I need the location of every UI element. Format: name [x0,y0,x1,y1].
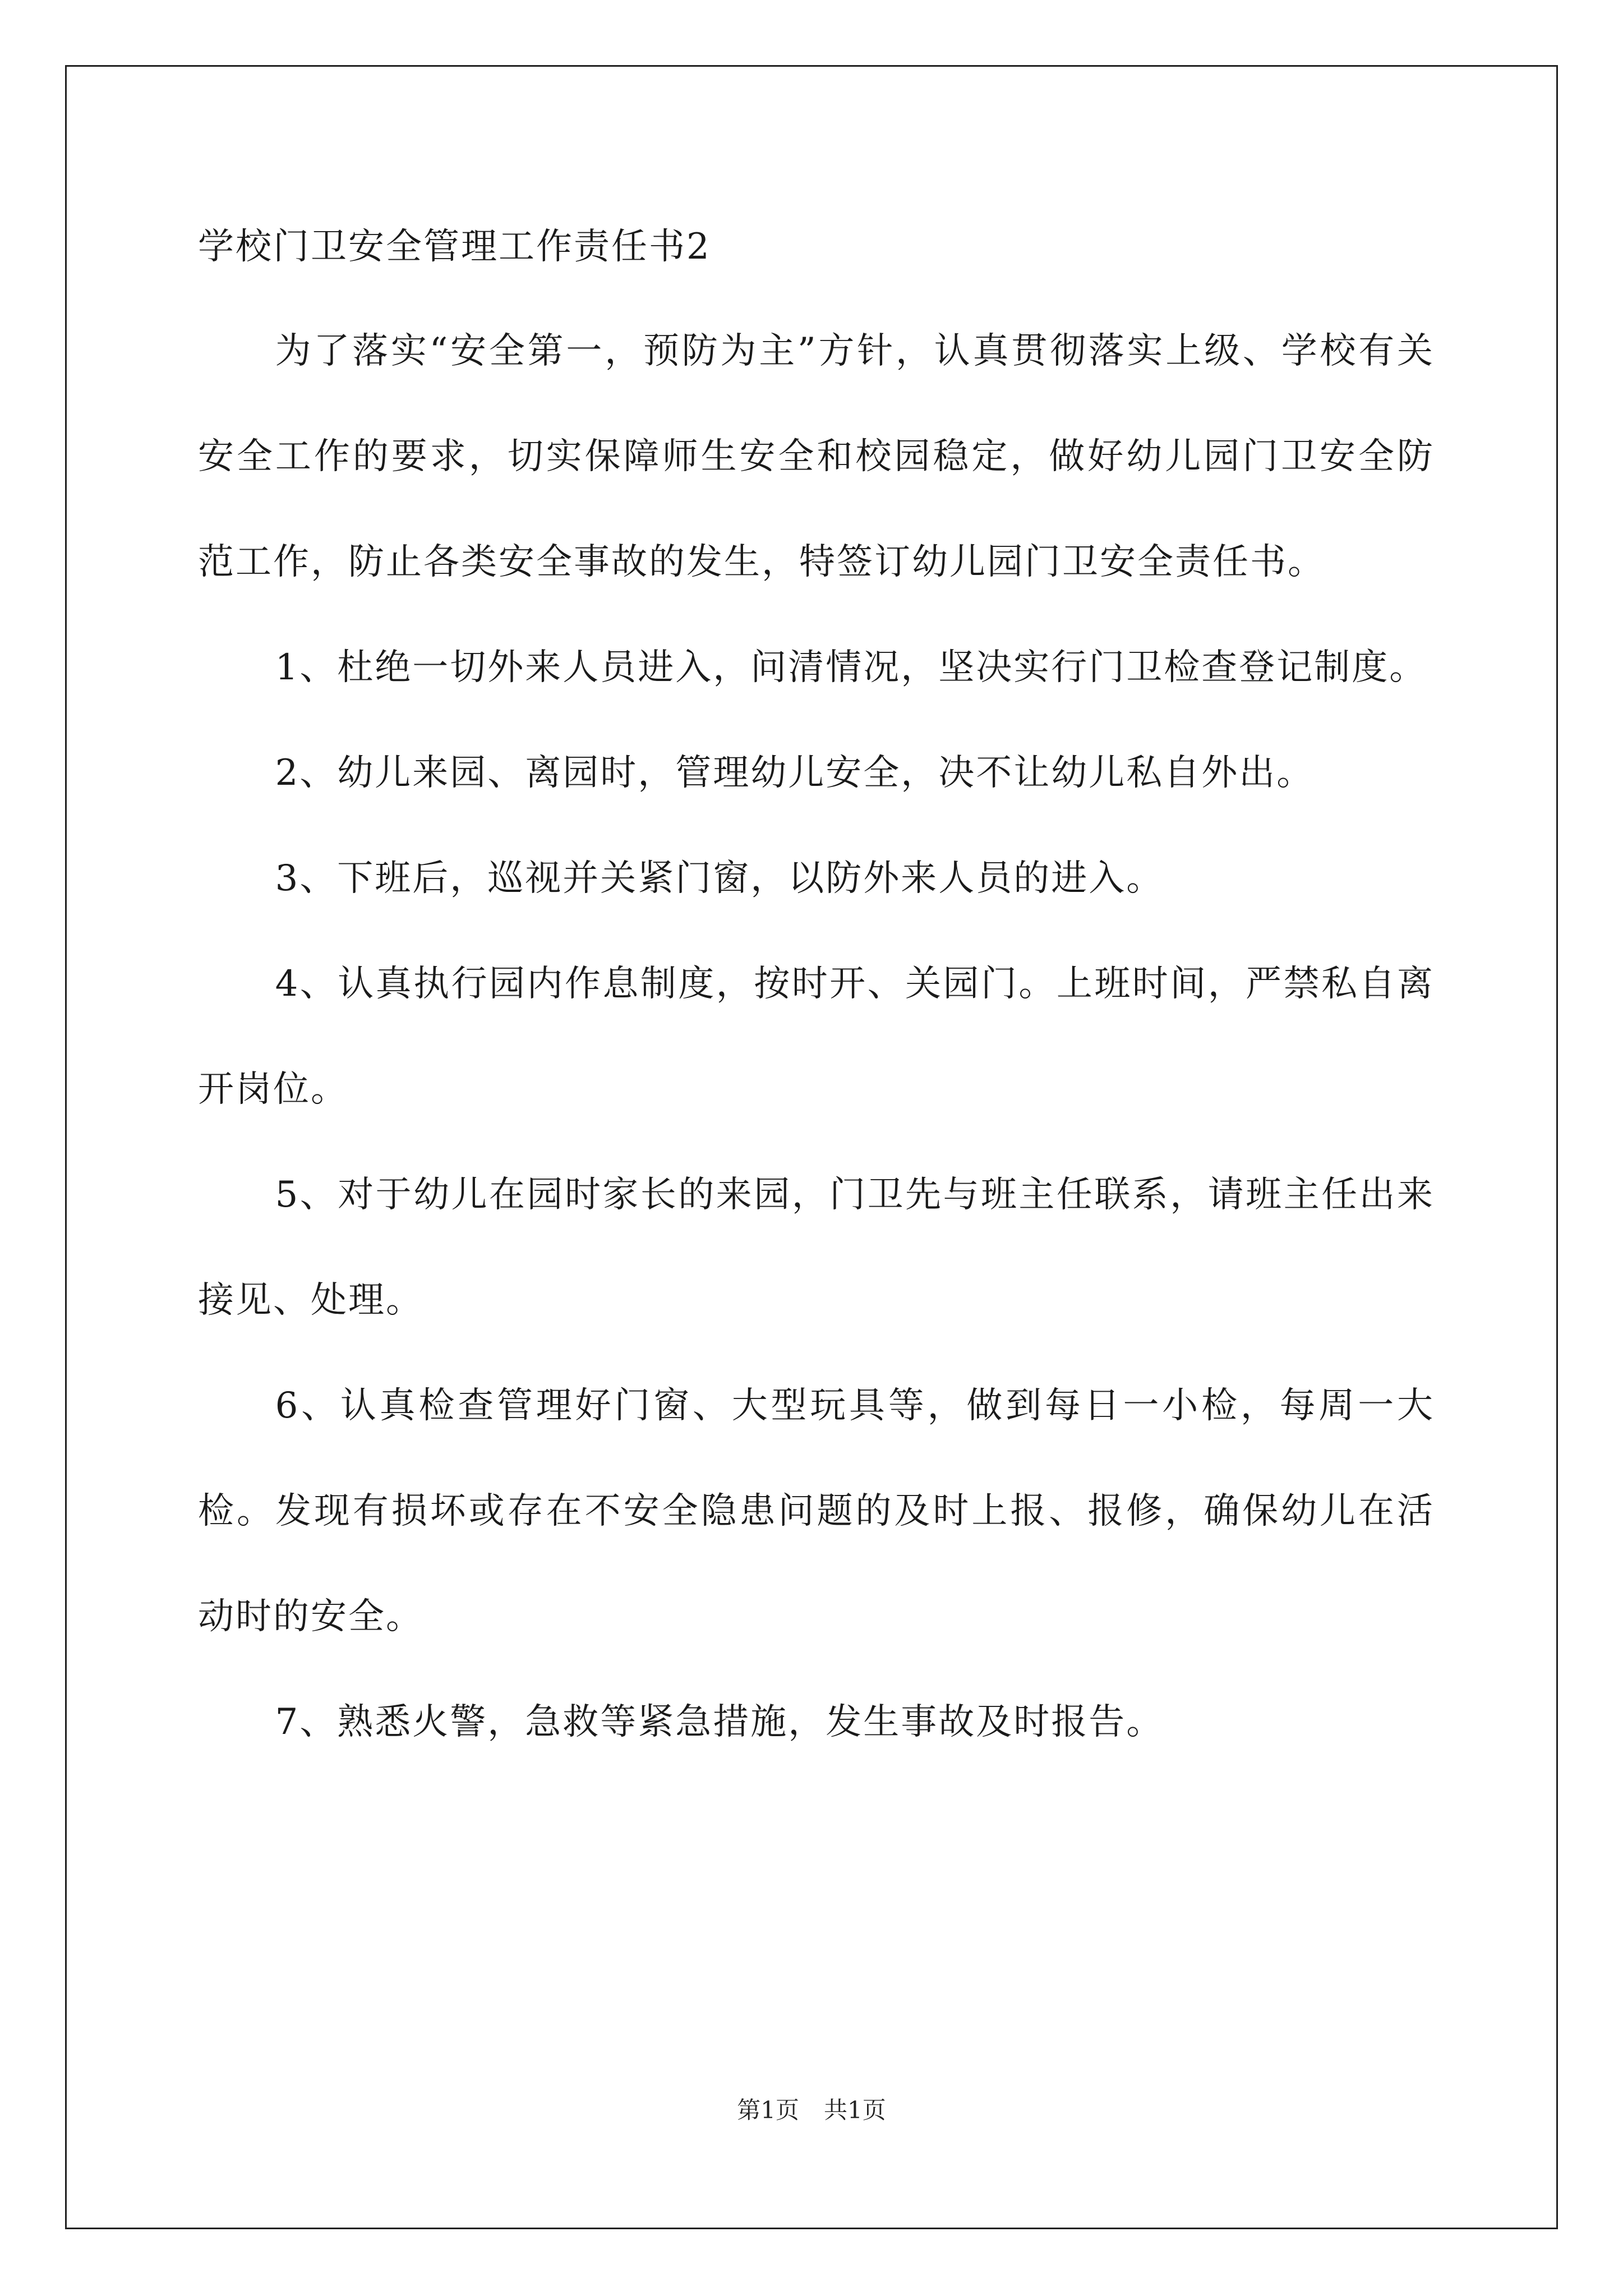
clause-5: 5、对于幼儿在园时家长的来园，门卫先与班主任联系，请班主任出来接见、处理。 [198,1174,1435,1321]
page-number: 第1页 [737,2096,799,2124]
clause-6: 6、认真检查管理好门窗、大型玩具等，做到每日一小检，每周一大检。发现有损坏或存在不安全隐患问题的及时上报、报修，确保幼儿在活动时的安全。 [198,1385,1435,1637]
page-total: 共1页 [824,2096,886,2124]
clause-3: 3、下班后，巡视并关紧门窗，以防外来人员的进入。 [275,858,1164,899]
clause-7: 7、熟悉火警，急救等紧急措施，发生事故及时报告。 [275,1701,1164,1743]
intro-paragraph: 为了落实“安全第一，预防为主”方针，认真贯彻落实上级、学校有关安全工作的要求，切实保障师生安全和校园稳定，做好幼儿园门卫安全防范工作，防止各类安全事故的发生，特签订幼儿园门卫安全责任书。 [198,330,1435,583]
clause-1: 1、杜绝一切外来人员进入，问清情况，坚决实行门卫检查登记制度。 [275,647,1427,688]
clause-2: 2、幼儿来园、离园时，管理幼儿安全，决不让幼儿私自外出。 [275,752,1315,794]
page-footer [0,2093,1623,2127]
document-title: 学校门卫安全管理工作责任书2 [198,226,711,268]
clause-4: 4、认真执行园内作息制度，按时开、关园门。上班时间，严禁私自离开岗位。 [198,963,1435,1110]
document-body [198,220,1435,1775]
